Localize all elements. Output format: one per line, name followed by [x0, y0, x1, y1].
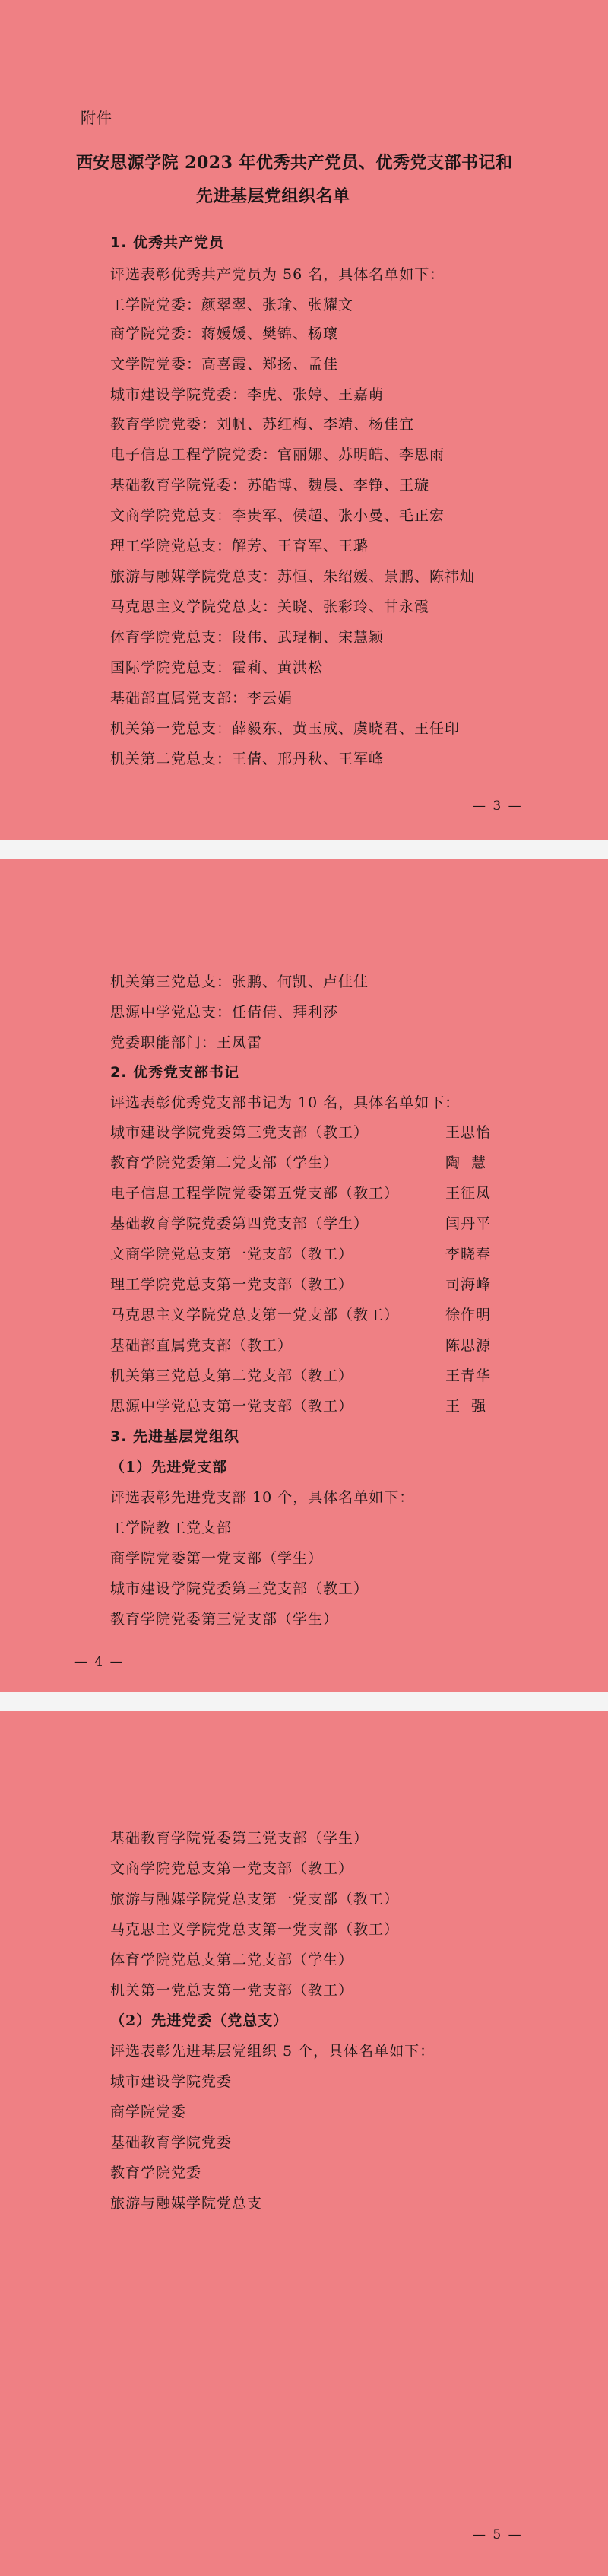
list-item: 马克思主义学院党总支：关晓、张彩玲、甘永霞: [110, 599, 430, 615]
secretary-branch: 理工学院党总支第一党支部（教工）: [110, 1276, 354, 1293]
secretary-name: 王征凤: [445, 1185, 492, 1202]
list-item: 商学院党委: [110, 2104, 187, 2120]
list-item: 基础教育学院党委第三党支部（学生）: [110, 1830, 369, 1847]
list-item: 文商学院党总支第一党支部（教工）: [110, 1860, 354, 1877]
document-page-5: [0, 1711, 608, 2576]
list-item: 电子信息工程学院党委：官丽娜、苏明皓、李思雨: [110, 446, 445, 463]
secretary-name: 司海峰: [445, 1276, 492, 1293]
list-item: 机关第三党总支：张鹏、何凯、卢佳佳: [110, 974, 369, 990]
secretary-branch: 马克思主义学院党总支第一党支部（教工）: [110, 1307, 400, 1323]
list-item: 城市建设学院党委：李虎、张婷、王嘉萌: [110, 386, 385, 403]
section-intro: 评选表彰优秀共产党员为 56 名，具体名单如下：: [110, 266, 445, 283]
list-item: 城市建设学院党委第三党支部（教工）: [110, 1580, 369, 1597]
secretary-name: 王思怡: [445, 1124, 492, 1141]
secretary-name: 王 强: [445, 1398, 487, 1415]
list-item: 体育学院党总支：段伟、武琨桐、宋慧颖: [110, 629, 385, 646]
list-item: 城市建设学院党委: [110, 2073, 233, 2090]
list-item: 党委职能部门：王凤雷: [110, 1034, 263, 1051]
secretary-name: 李晓春: [445, 1246, 492, 1263]
list-item: 教育学院党委第三党支部（学生）: [110, 1611, 339, 1628]
list-item: 基础教育学院党委：苏皓博、魏晨、李铮、王璇: [110, 477, 430, 494]
secretary-branch: 基础教育学院党委第四党支部（学生）: [110, 1215, 369, 1232]
list-item: 教育学院党委：刘帆、苏红梅、李靖、杨佳宜: [110, 416, 415, 433]
list-item: 体育学院党总支第二党支部（学生）: [110, 1952, 354, 1968]
secretary-name: 陈思源: [445, 1337, 492, 1354]
section-heading-branch-secretaries: 2. 优秀党支部书记: [110, 1064, 240, 1081]
secretary-branch: 城市建设学院党委第三党支部（教工）: [110, 1124, 369, 1141]
section-intro: 评选表彰优秀党支部书记为 10 名，具体名单如下：: [110, 1094, 461, 1111]
section-intro: 评选表彰先进党支部 10 个，具体名单如下：: [110, 1489, 415, 1506]
list-item: 国际学院党总支：霍莉、黄洪松: [110, 659, 324, 676]
secretary-name: 王青华: [445, 1367, 492, 1384]
list-item: 机关第一党总支：薛毅东、黄玉成、虞晓君、王任印: [110, 720, 461, 737]
secretary-branch: 文商学院党总支第一党支部（教工）: [110, 1246, 354, 1263]
list-item: 机关第一党总支第一党支部（教工）: [110, 1982, 354, 1999]
subheading-advanced-committees: （2）先进党委（党总支）: [110, 2012, 289, 2029]
section-heading-advanced-organizations: 3. 先进基层党组织: [110, 1428, 240, 1445]
page-number: — 5 —: [473, 2527, 523, 2543]
list-item: 旅游与融媒学院党总支: [110, 2195, 263, 2212]
attachment-label: 附件: [81, 109, 112, 127]
list-item: 马克思主义学院党总支第一党支部（教工）: [110, 1921, 400, 1938]
list-item: 工学院党委：颜翠翠、张瑜、张耀文: [110, 297, 354, 313]
list-item: 教育学院党委: [110, 2165, 202, 2181]
page-number: — 3 —: [473, 799, 523, 814]
section-heading-excellent-members: 1. 优秀共产党员: [110, 234, 225, 251]
section-intro: 评选表彰先进基层党组织 5 个，具体名单如下：: [110, 2043, 435, 2060]
list-item: 思源中学党总支：任倩倩、拜利莎: [110, 1004, 339, 1021]
list-item: 机关第二党总支：王倩、邢丹秋、王军峰: [110, 751, 385, 767]
document-title-line-2: 先进基层党组织名单: [196, 186, 350, 206]
secretary-branch: 基础部直属党支部（教工）: [110, 1337, 293, 1354]
list-item: 文学院党委：高喜霞、郑扬、孟佳: [110, 356, 339, 373]
subheading-advanced-branches: （1）先进党支部: [110, 1459, 228, 1475]
secretary-branch: 教育学院党委第二党支部（学生）: [110, 1155, 339, 1171]
document-page-3: [0, 0, 608, 840]
page-number: — 4 —: [74, 1654, 125, 1669]
list-item: 旅游与融媒学院党总支：苏恒、朱绍媛、景鹏、陈祎灿: [110, 568, 476, 585]
list-item: 文商学院党总支：李贵军、侯超、张小曼、毛正宏: [110, 507, 445, 524]
secretary-name: 陶 慧: [445, 1155, 487, 1171]
list-item: 商学院党委：蒋媛媛、樊锦、杨瓌: [110, 326, 339, 342]
document-title-line-1: 西安思源学院 2023 年优秀共产党员、优秀党支部书记和: [76, 153, 513, 173]
secretary-name: 闫丹平: [445, 1215, 492, 1232]
secretary-branch: 电子信息工程学院党委第五党支部（教工）: [110, 1185, 400, 1202]
list-item: 理工学院党总支：解芳、王育军、王璐: [110, 538, 369, 554]
secretary-branch: 机关第三党总支第二党支部（教工）: [110, 1367, 354, 1384]
list-item: 旅游与融媒学院党总支第一党支部（教工）: [110, 1891, 400, 1907]
document-page-4: [0, 859, 608, 1692]
secretary-name: 徐作明: [445, 1307, 492, 1323]
list-item: 基础教育学院党委: [110, 2134, 233, 2151]
list-item: 工学院教工党支部: [110, 1520, 233, 1536]
secretary-branch: 思源中学党总支第一党支部（教工）: [110, 1398, 354, 1415]
list-item: 商学院党委第一党支部（学生）: [110, 1550, 324, 1567]
list-item: 基础部直属党支部：李云娟: [110, 690, 293, 707]
